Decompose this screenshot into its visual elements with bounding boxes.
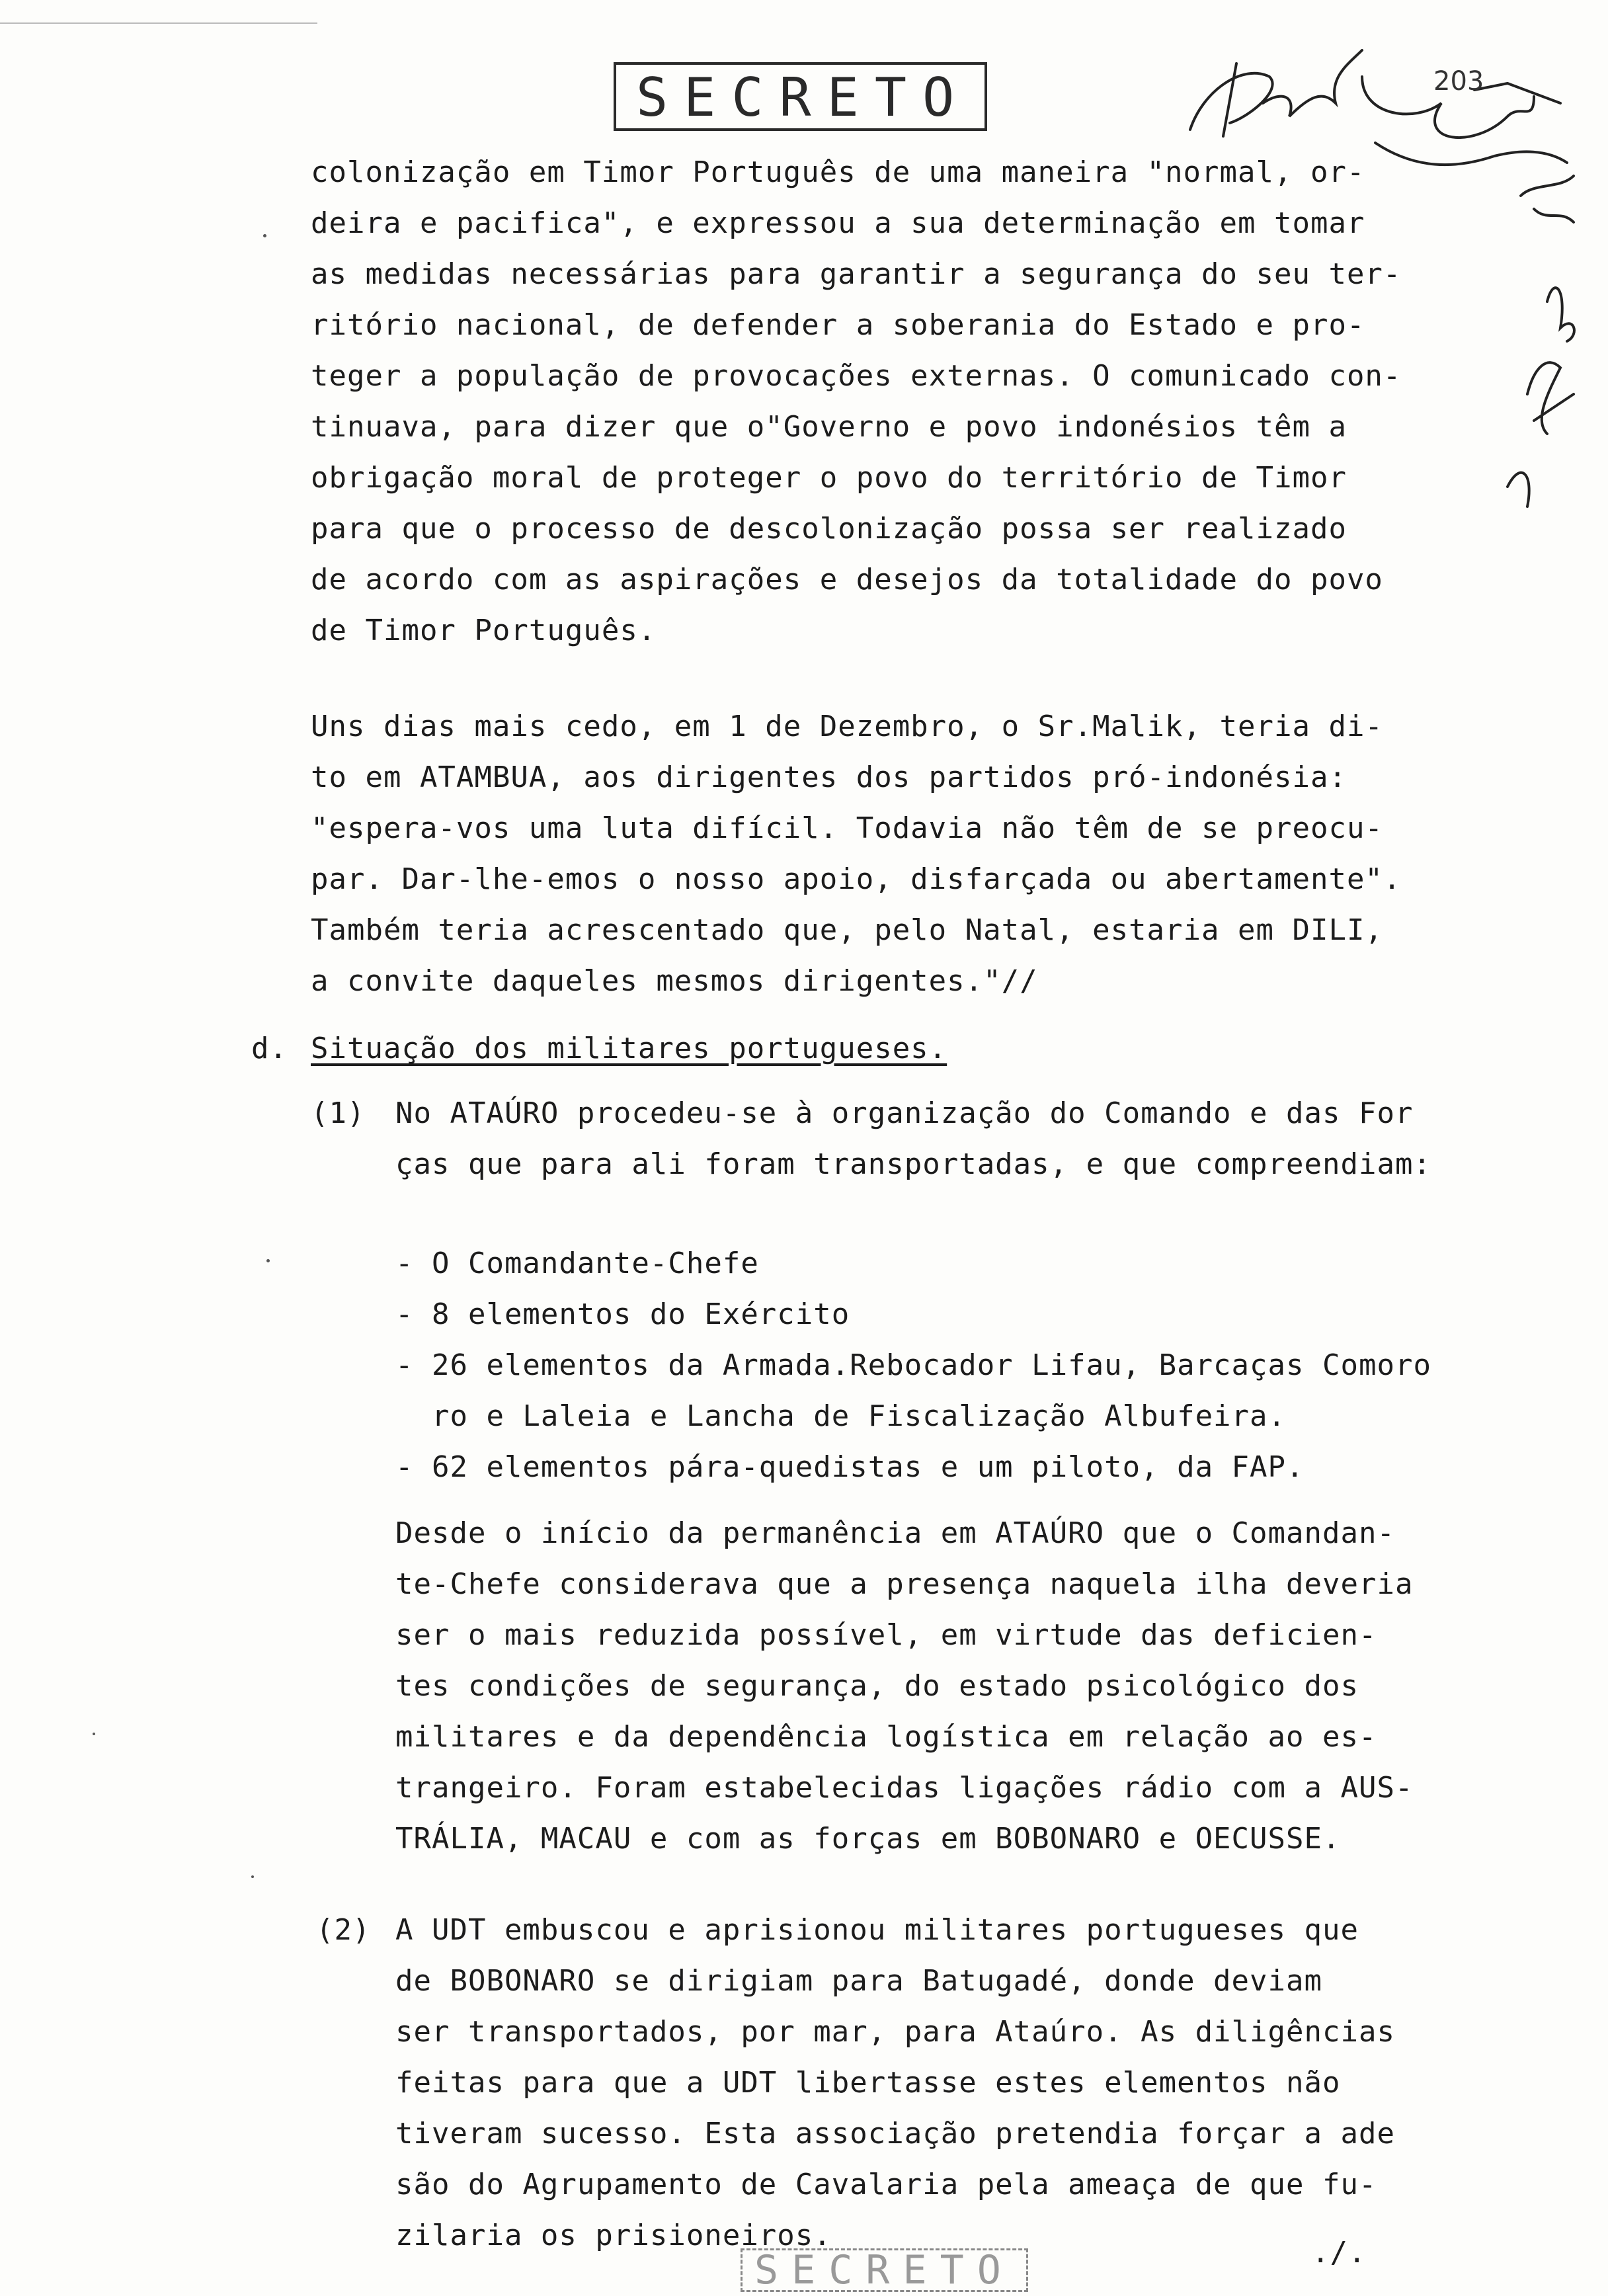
text-line: teger a população de provocações externas. O comunicado con- xyxy=(311,359,1402,393)
text-line: trangeiro. Foram estabelecidas ligações rádio com a AUS- xyxy=(395,1771,1414,1805)
section-marker: d. xyxy=(251,1032,288,1065)
item-2-marker: (2) xyxy=(316,1913,371,1947)
text-line: tiveram sucesso. Esta associação pretendia forçar a ade xyxy=(395,2117,1395,2151)
text-line: ças que para ali foram transportadas, e que compreendiam: xyxy=(395,1147,1431,1181)
scan-speck xyxy=(251,1875,254,1878)
text-line: Uns dias mais cedo, em 1 de Dezembro, o Sr.Malik, teria di- xyxy=(311,710,1383,743)
text-line: ritório nacional, de defender a soberania do Estado e pro- xyxy=(311,308,1365,342)
text-line: ser o mais reduzida possível, em virtude das deficien- xyxy=(395,1618,1377,1652)
page-number: 203 xyxy=(1433,66,1484,97)
text-line: deira e pacifica", e expressou a sua determinação em tomar xyxy=(311,206,1365,240)
scan-speck xyxy=(266,1259,270,1262)
text-line: to em ATAMBUA, aos dirigentes dos partidos pró-indonésia: xyxy=(311,760,1347,794)
secreto-stamp-bottom: SECRETO xyxy=(741,2248,1028,2292)
text-line: tes condições de segurança, do estado psicológico dos xyxy=(395,1669,1359,1703)
text-line: as medidas necessárias para garantir a segurança do seu ter- xyxy=(311,257,1402,291)
list-item: - 26 elementos da Armada.Rebocador Lifau, Barcaças Comoro xyxy=(395,1348,1431,1382)
text-line: "espera-vos uma luta difícil. Todavia não têm de se preocu- xyxy=(311,811,1383,845)
text-line: ser transportados, por mar, para Ataúro. As diligências xyxy=(395,2015,1395,2049)
scan-speck xyxy=(93,1733,95,1735)
item-1-marker: (1) xyxy=(311,1096,366,1130)
text-line: Desde o início da permanência em ATAÚRO que o Comandan- xyxy=(395,1516,1395,1550)
text-line: TRÁLIA, MACAU e com as forças em BOBONARO e OECUSSE. xyxy=(395,1822,1341,1856)
text-line: colonização em Timor Português de uma maneira "normal, or- xyxy=(311,155,1365,189)
text-line: para que o processo de descolonização possa ser realizado xyxy=(311,512,1347,546)
text-line: feitas para que a UDT libertasse estes elementos não xyxy=(395,2066,1341,2100)
scan-speck xyxy=(263,234,266,237)
text-line: No ATAÚRO procedeu-se à organização do Comando e das For xyxy=(395,1096,1414,1130)
text-line: A UDT embuscou e aprisionou militares portugueses que xyxy=(395,1913,1359,1947)
scan-edge-line xyxy=(0,22,317,24)
text-line: a convite daqueles mesmos dirigentes."// xyxy=(311,964,1038,998)
list-item: - 8 elementos do Exército xyxy=(395,1297,850,1331)
text-line: te-Chefe considerava que a presença naquela ilha deveria xyxy=(395,1567,1414,1601)
text-line: tinuava, para dizer que o"Governo e povo indonésios têm a xyxy=(311,410,1347,444)
text-line: de Timor Português. xyxy=(311,614,657,647)
continuation-mark: ./. xyxy=(1312,2236,1367,2270)
secreto-stamp: SECRETO xyxy=(614,62,987,131)
list-item: - O Comandante-Chefe xyxy=(395,1247,759,1280)
text-line: Também teria acrescentado que, pelo Natal, estaria em DILI, xyxy=(311,913,1383,947)
text-line: zilaria os prisioneiros. xyxy=(395,2219,832,2252)
list-item: ro e Laleia e Lancha de Fiscalização Albufeira. xyxy=(395,1399,1287,1433)
text-line: de BOBONARO se dirigiam para Batugadé, donde deviam xyxy=(395,1964,1323,1998)
text-line: de acordo com as aspirações e desejos da totalidade do povo xyxy=(311,563,1383,596)
section-heading: Situação dos militares portugueses. xyxy=(311,1032,947,1065)
text-line: são do Agrupamento de Cavalaria pela ameaça de que fu- xyxy=(395,2168,1377,2201)
text-line: obrigação moral de proteger o povo do território de Timor xyxy=(311,461,1347,495)
text-line: par. Dar-lhe-emos o nosso apoio, disfarçada ou abertamente". xyxy=(311,862,1402,896)
list-item: - 62 elementos pára-quedistas e um piloto, da FAP. xyxy=(395,1450,1305,1484)
text-line: militares e da dependência logística em relação ao es- xyxy=(395,1720,1377,1754)
